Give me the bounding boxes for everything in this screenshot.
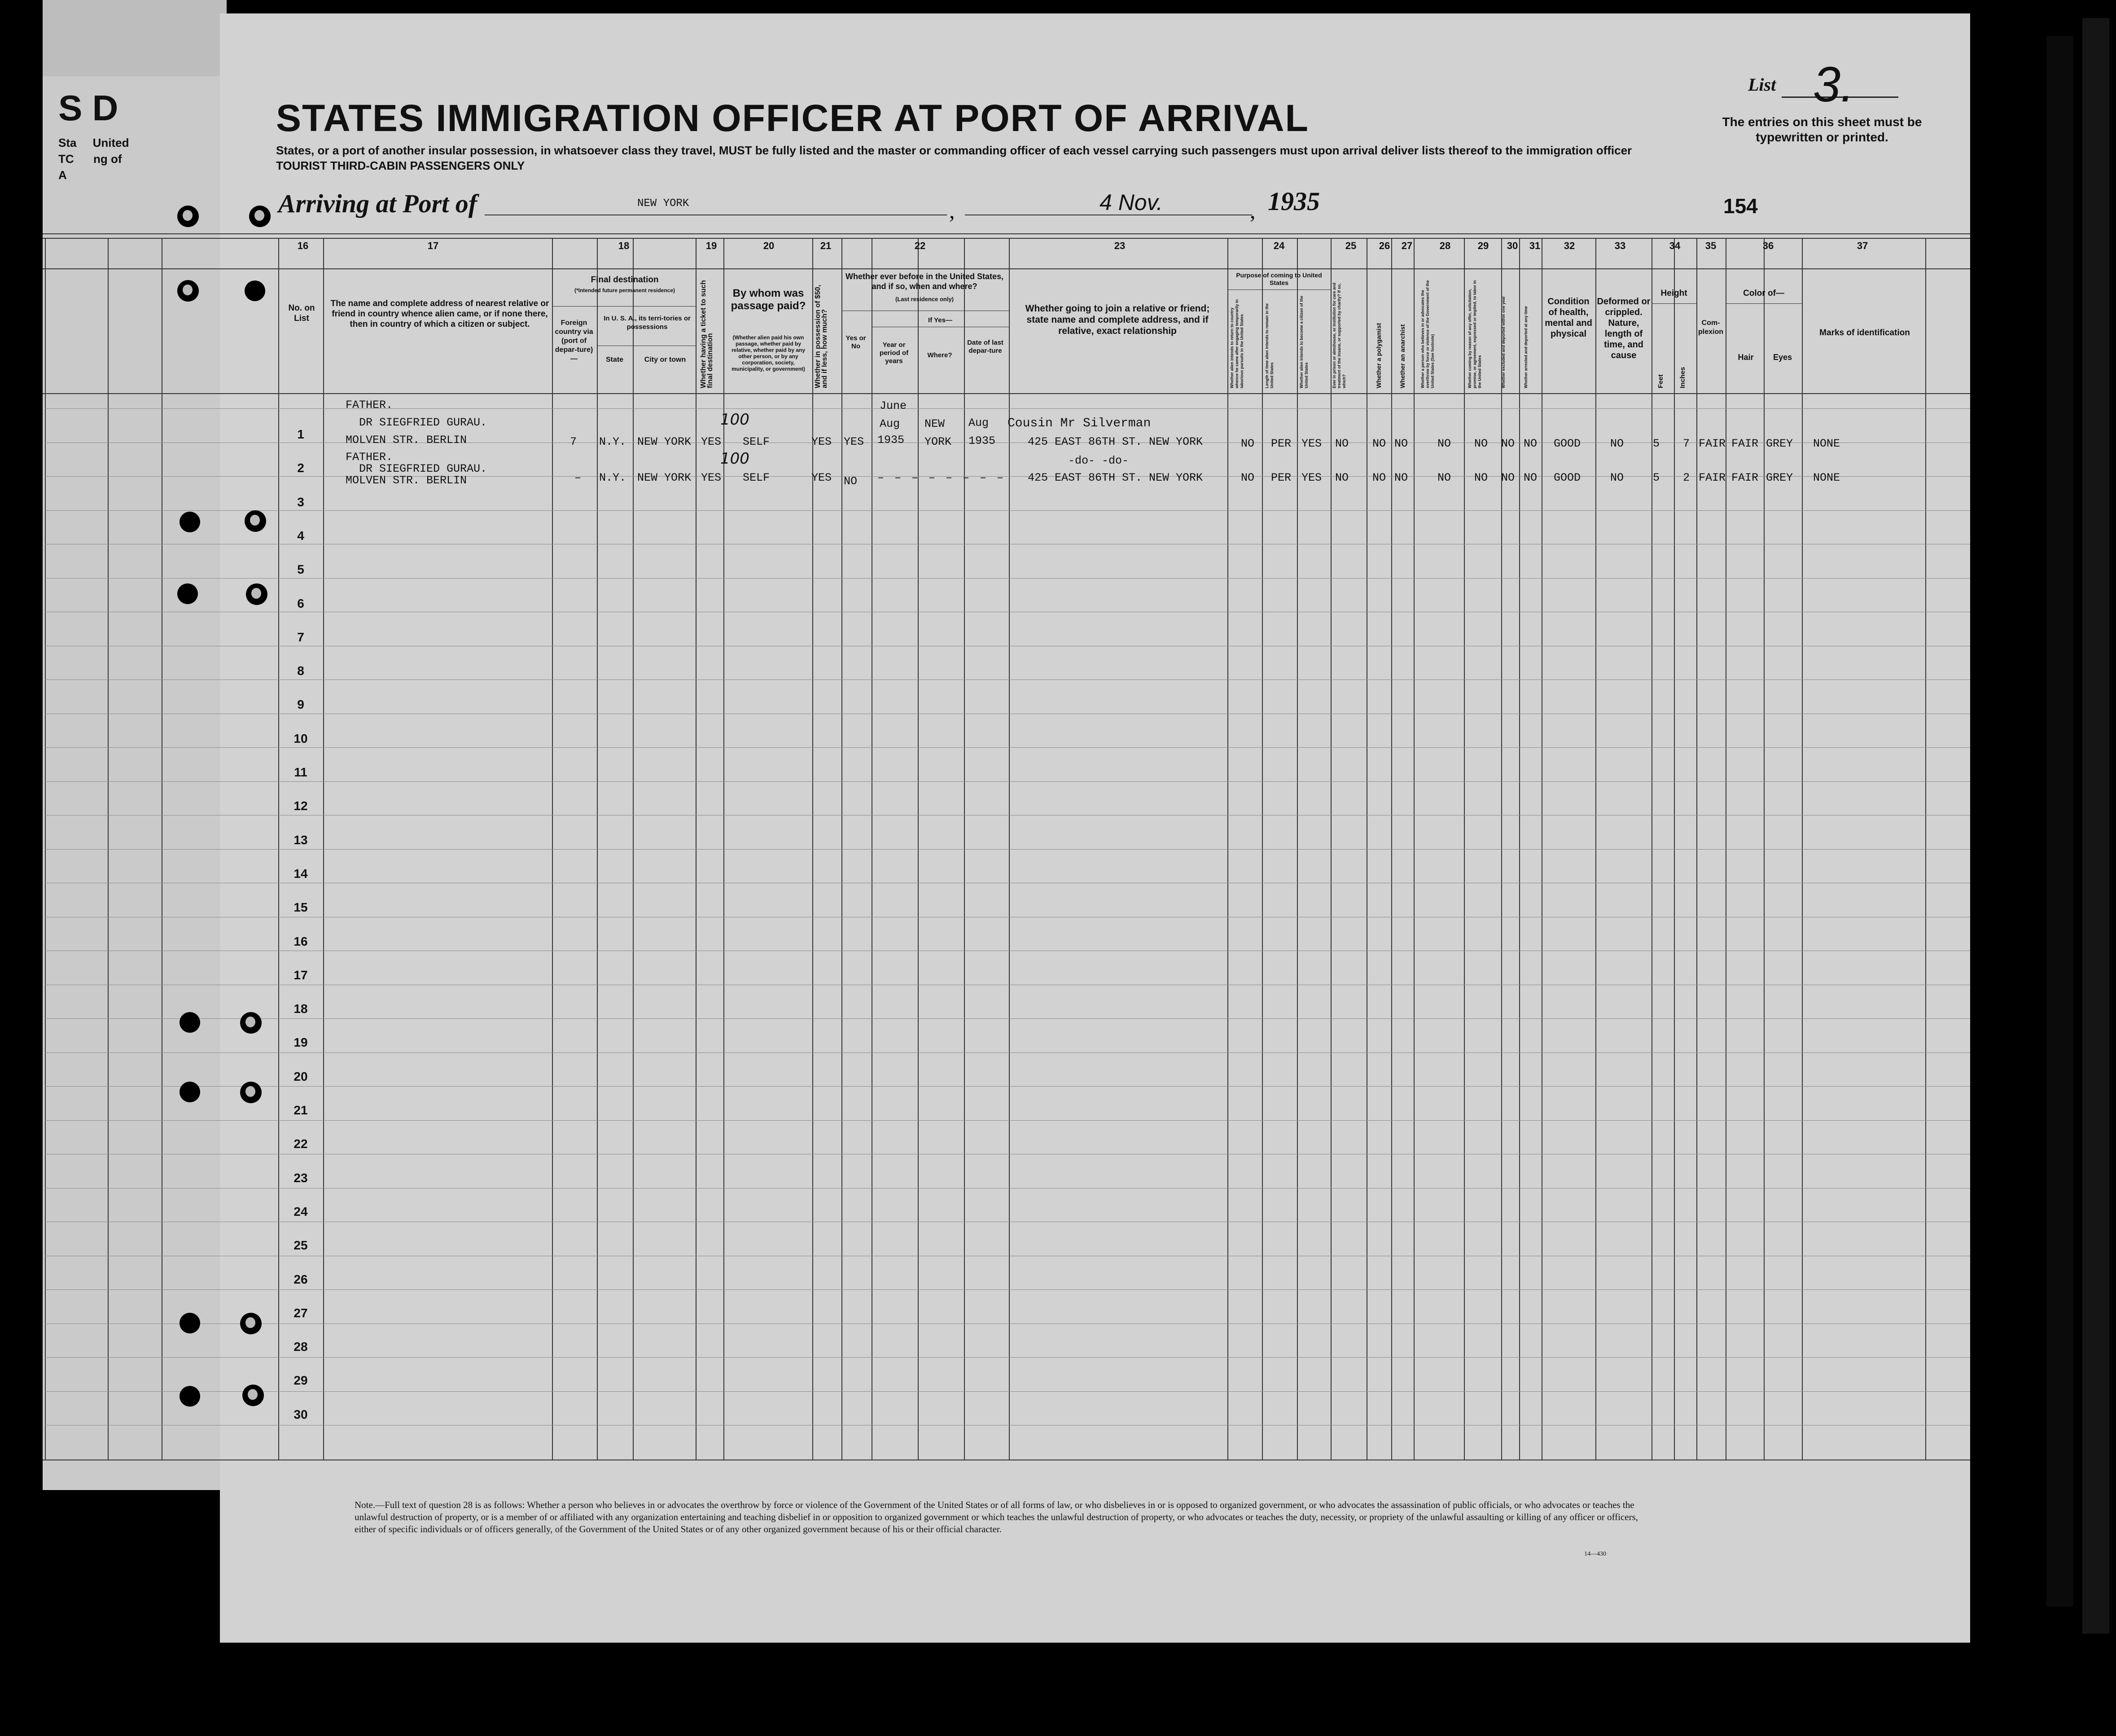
header-final-destination: Final destination: [591, 275, 659, 285]
header-no-on-list: No. on List: [288, 303, 315, 323]
column-number-17: 17: [427, 240, 439, 251]
row-line: [45, 578, 1970, 579]
column-line: [1297, 238, 1298, 1460]
column-line: [1696, 238, 1697, 1460]
header-prison: Ever in prison or almshouse, or institution for care and treatment of the insane, or supported by charity? If so, which?: [1332, 282, 1346, 388]
left-fragment-text: Sta United TC ng of A: [58, 136, 129, 182]
header-relative-address: The name and complete address of nearest relative or friend in country whence alien came, or if none there, then in country of which a citizen or subject.: [330, 299, 549, 329]
row-number: 4: [297, 529, 304, 543]
fifty-dollars: YES: [811, 471, 832, 484]
joining-relative: -do- -do-: [1068, 454, 1129, 467]
period-start: June: [880, 399, 907, 412]
column-line: [1262, 238, 1263, 1460]
eye-color: GREY: [1766, 437, 1793, 450]
ticket-note: 100: [720, 411, 749, 429]
punch-hole: [180, 512, 200, 532]
header-labor-offer: Whether coming by reason of any offer, solicitation, promise, or agreement, expressed or implied, to labor in the United States: [1468, 280, 1482, 388]
comma: ,: [949, 198, 955, 223]
ticket: YES: [701, 471, 722, 484]
list-label: List: [1748, 75, 1776, 95]
complexion: FAIR: [1699, 471, 1726, 484]
relative-name: DR SIEGFRIED GURAU.: [359, 416, 487, 429]
form-title: STATES IMMIGRATION OFFICER AT PORT OF ARRIVAL: [276, 97, 1309, 139]
row-line: [45, 408, 1970, 409]
entries-note: The entries on this sheet must be typewritten or printed.: [1722, 115, 1922, 144]
column-line: [1802, 238, 1803, 1460]
header-eyes: Eyes: [1773, 353, 1792, 362]
period-end: Aug: [880, 417, 900, 430]
relative-label: FATHER.: [346, 399, 393, 412]
footnote: Note.—Full text of question 28 is as follows: Whether a person who believes in or advocates the overthrow by force or violence of the Government of the United States or of all forms of law, or who disbelieves in or is opposed to organized government, or who advocates the assassination of public officials, or who advocates or teaches the unlawful destruction of property, or is a member of or affiliated with any organization entertaining and teaching disbelief in or opposition to organized government or which teaches the unlawful destruction of property, or who advocates or teaches the duty, necessity, or propriety of the unlawful assaulting or killing of any officer or officers, either of specific individuals or of officers generally, of the Government of the United States or of any other organized government because of his or their official character.: [355, 1499, 1638, 1534]
header-paid-by-sub: (Whether alien paid his own passage, whether paid by relative, whether paid by any other person, or by any corporation, society, municipality, or government): [731, 334, 806, 372]
column-number-22: 22: [914, 240, 926, 251]
punch-hole: [180, 1386, 200, 1407]
column-number-24: 24: [1273, 240, 1285, 251]
instructions-line: States, or a port of another insular possession, in whatsoever class they travel, MUST be fully listed and the master or commanding officer of each vessel carrying such passengers must upon arrival deliver lists thereof to the immigration officer: [276, 144, 1632, 157]
column-number-21: 21: [820, 240, 832, 251]
header-where: Where?: [927, 351, 952, 359]
where-line-1: NEW: [924, 417, 945, 430]
column-line: [633, 238, 634, 1460]
header-return-intent: Whether alien intends to return to country whence he came after engaging temporarily in laborious pursuits in the United States: [1230, 299, 1244, 388]
header-date-departure: Date of last depar-ture: [967, 339, 1003, 355]
height-inches: 2: [1683, 471, 1690, 484]
row-line: [45, 510, 1970, 511]
punch-hole: [177, 206, 199, 227]
row-line: [45, 1357, 1970, 1358]
row-number: 8: [297, 664, 304, 678]
city: NEW YORK: [637, 471, 692, 484]
row-number: 15: [294, 900, 308, 914]
header-paid-by: By whom was passage paid?: [731, 287, 806, 312]
header-health: Condition of health, mental and physical: [1545, 297, 1592, 339]
arrival-year: 1935: [1268, 187, 1320, 216]
comma: ,: [1250, 198, 1256, 223]
foreign-port: –: [574, 471, 582, 484]
header-polygamist: Whether a polygamist: [1375, 323, 1382, 388]
relative-label: FATHER.: [346, 451, 393, 464]
header-deported: Whether arrested and deported at any time: [1524, 306, 1528, 388]
column-number-20: 20: [763, 240, 775, 251]
header-citizen-intent: Whether alien intends to become a citizen of the United States: [1299, 295, 1309, 388]
column-line: [1391, 238, 1392, 1460]
health: GOOD: [1554, 471, 1581, 484]
complexion: FAIR: [1699, 437, 1726, 450]
column-number-28: 28: [1439, 240, 1451, 251]
row-number: 22: [294, 1137, 308, 1151]
column-line: [918, 238, 919, 1460]
row-number: 10: [294, 732, 308, 745]
row-line: [45, 781, 1970, 782]
column-number-33: 33: [1614, 240, 1626, 251]
row-line: [45, 1120, 1970, 1121]
excluded: NO: [1501, 437, 1515, 450]
arrival-date: 4 Nov.: [1100, 190, 1163, 215]
header-complexion: Com-plexion: [1698, 319, 1723, 336]
return-intent: NO: [1241, 437, 1255, 450]
column-number-31: 31: [1529, 240, 1541, 251]
column-line: [45, 238, 46, 1460]
column-line: [1925, 238, 1926, 1460]
punch-hole: [177, 280, 199, 302]
column-line: [323, 238, 324, 1460]
eye-color: GREY: [1766, 471, 1793, 484]
citizen-intent: YES: [1301, 437, 1322, 450]
relative-address: MOLVEN STR. BERLIN: [346, 474, 467, 487]
row-number: 24: [294, 1205, 308, 1219]
state: N.Y.: [599, 471, 626, 484]
before-in-us: YES: [844, 435, 864, 448]
return-intent: NO: [1241, 471, 1255, 484]
column-number-25: 25: [1345, 240, 1357, 251]
header-length-stay: Length of time alien intends to remain in the United States: [1265, 303, 1274, 388]
header-inches: Inches: [1679, 367, 1687, 388]
column-line: [1595, 238, 1596, 1460]
row-number: 20: [294, 1070, 308, 1083]
column-line: [1764, 238, 1765, 1460]
anarchist: NO: [1394, 471, 1408, 484]
column-line: [812, 238, 813, 1460]
column-number-26: 26: [1379, 240, 1390, 251]
form-instructions: [276, 143, 1712, 173]
hair-color: FAIR: [1731, 437, 1759, 450]
overthrow: NO: [1437, 471, 1451, 484]
punch-hole: [246, 583, 267, 605]
row-line: [45, 1391, 1970, 1392]
header-final-destination-sub: (*Intended future permanent residence): [574, 287, 675, 294]
row-number: 18: [294, 1002, 308, 1016]
header-before-in-us: Whether ever before in the United States, and if so, when and where?: [845, 272, 1004, 291]
header-if-yes: If Yes—: [928, 316, 952, 324]
period-year: 1935: [877, 434, 905, 447]
column-number-19: 19: [705, 240, 717, 251]
punch-hole: [240, 1313, 262, 1334]
joining-relative: Cousin Mr Silverman: [1008, 416, 1151, 430]
fifty-dollars: YES: [811, 435, 832, 448]
header-ticket: Whether having a ticket to such final destination: [700, 280, 714, 388]
row-line: [45, 1018, 1970, 1019]
length-stay: PER: [1271, 471, 1292, 484]
header-color: Color of—: [1743, 289, 1784, 298]
header-yes-no: Yes or No: [846, 334, 866, 350]
header-foreign-country: Foreign country via (port of depar-ture)—: [555, 319, 593, 363]
header-bottom-border: [43, 393, 1970, 394]
header-deformed: Deformed or crippled. Nature, length of time, and cause: [1597, 297, 1651, 360]
column-line: [1414, 238, 1415, 1460]
health: GOOD: [1554, 437, 1581, 450]
row-number: 2: [297, 461, 304, 475]
labor-offer: NO: [1474, 471, 1488, 484]
row-number: 14: [294, 867, 308, 881]
punch-hole: [249, 206, 271, 227]
right-border-strip: [2046, 36, 2073, 1607]
row-line: [45, 476, 1970, 477]
column-line: [108, 238, 109, 1460]
column-line: [597, 238, 598, 1460]
row-number: 13: [294, 833, 308, 847]
row-number: 6: [297, 596, 304, 610]
header-city: City or town: [644, 356, 686, 364]
citizen-intent: YES: [1301, 471, 1322, 484]
excluded: NO: [1501, 471, 1515, 484]
header-excluded: Whether excluded and deported within one year: [1501, 296, 1506, 388]
ticket: YES: [701, 435, 722, 448]
header-sub-divider: [1227, 289, 1331, 290]
punch-hole: [180, 1313, 200, 1333]
row-line: [45, 1289, 1970, 1290]
page-number: 154: [1723, 194, 1758, 218]
row-number: 11: [294, 765, 307, 779]
departure-year: 1935: [968, 434, 996, 447]
table-top-border: [43, 233, 1970, 234]
header-sub-divider: [552, 306, 697, 307]
height-feet: 5: [1653, 437, 1660, 450]
polygamist: NO: [1372, 437, 1386, 450]
header-years: Year or period of years: [879, 341, 909, 365]
header-sub-divider: [1726, 303, 1802, 304]
punch-hole: [242, 1385, 264, 1406]
hair-color: FAIR: [1731, 471, 1759, 484]
header-marks: Marks of identification: [1819, 328, 1910, 338]
left-fragment-title: S D: [58, 88, 118, 128]
punch-hole: [245, 510, 266, 532]
where-line-2: YORK: [924, 435, 952, 448]
header-state: State: [605, 356, 624, 364]
column-number-32: 32: [1564, 240, 1575, 251]
polygamist: NO: [1372, 471, 1386, 484]
punch-hole: [240, 1012, 262, 1034]
row-number: 25: [294, 1238, 308, 1252]
arriving-label: Arriving at Port of: [278, 189, 478, 218]
deported: NO: [1524, 437, 1538, 450]
state: N.Y.: [599, 435, 626, 448]
punch-hole: [245, 281, 265, 301]
relative-address: MOLVEN STR. BERLIN: [346, 434, 467, 447]
column-number-29: 29: [1477, 240, 1489, 251]
foreign-port: 7: [570, 435, 577, 448]
header-height: Height: [1660, 289, 1687, 298]
column-number-27: 27: [1401, 240, 1413, 251]
list-number: 3.: [1813, 57, 1854, 112]
length-stay: PER: [1271, 437, 1292, 450]
row-line: [45, 849, 1970, 850]
row-number: 21: [294, 1103, 308, 1117]
overthrow: NO: [1437, 437, 1451, 450]
column-line: [1227, 238, 1228, 1460]
row-number: 19: [294, 1035, 308, 1049]
row-number: 5: [297, 562, 304, 576]
row-number: 29: [294, 1373, 308, 1387]
arrival-port: NEW YORK: [637, 197, 689, 210]
row-number: 16: [294, 934, 308, 948]
column-number-37: 37: [1857, 240, 1868, 251]
right-border-strip: [2082, 18, 2109, 1634]
column-line: [552, 238, 553, 1460]
row-number: 17: [294, 968, 308, 982]
header-feet: Feet: [1657, 374, 1665, 388]
header-last-residence: (Last residence only): [895, 296, 954, 302]
row-number: 30: [294, 1407, 308, 1421]
labor-offer: NO: [1474, 437, 1488, 450]
joining-address: 425 EAST 86TH ST. NEW YORK: [1028, 435, 1203, 448]
punch-hole: [180, 1012, 200, 1033]
row-line: [45, 1086, 1970, 1087]
column-line: [1464, 238, 1465, 1460]
row-number: 3: [297, 495, 304, 509]
joining-address: 425 EAST 86TH ST. NEW YORK: [1028, 471, 1203, 484]
row-number: 1: [297, 427, 304, 441]
column-line: [1501, 238, 1502, 1460]
column-line: [841, 238, 842, 1460]
manifest-sheet: [220, 13, 1970, 1643]
header-overthrow: Whether a person who believes in or advocates the overthrow by force or violence of the Government of the United States (See footnote): [1420, 280, 1435, 388]
paid-by: SELF: [743, 471, 770, 484]
row-line: [45, 1052, 1970, 1053]
column-number-16: 16: [297, 240, 309, 251]
row-number: 7: [297, 630, 304, 644]
header-in-usa: In U. S. A., its terri-tories or possessions: [604, 315, 691, 331]
identification-marks: NONE: [1813, 437, 1840, 450]
deported: NO: [1524, 471, 1538, 484]
column-line: [1674, 238, 1675, 1460]
row-number: 9: [297, 697, 304, 711]
relative-name: DR SIEGFRIED GURAU.: [359, 462, 487, 475]
column-number-36: 36: [1762, 240, 1774, 251]
prison: NO: [1335, 437, 1349, 450]
period-dash: – – – – – – – –: [877, 471, 1006, 484]
row-number: 28: [294, 1340, 308, 1354]
column-line: [1331, 238, 1332, 1460]
row-number: 23: [294, 1171, 308, 1185]
deformed: NO: [1610, 471, 1624, 484]
deformed: NO: [1610, 437, 1624, 450]
city: NEW YORK: [637, 435, 692, 448]
header-divider: [43, 268, 1970, 269]
row-number: 26: [294, 1272, 308, 1286]
column-number-35: 35: [1705, 240, 1717, 251]
identification-marks: NONE: [1813, 471, 1840, 484]
header-fifty-dollars: Whether in possession of $50, and if less, how much?: [814, 285, 828, 388]
departure-month: Aug: [968, 416, 989, 430]
form-number: 14—430: [1584, 1551, 1606, 1557]
row-line: [45, 747, 1970, 748]
row-line: [45, 679, 1970, 680]
passenger-class-line: TOURIST THIRD-CABIN PASSENGERS ONLY: [276, 159, 525, 172]
column-line: [964, 238, 965, 1460]
column-number-30: 30: [1507, 240, 1518, 251]
header-anarchist: Whether an anarchist: [1399, 324, 1406, 388]
row-number: 27: [294, 1306, 308, 1320]
column-number-23: 23: [1114, 240, 1126, 251]
header-joining-relative: Whether going to join a relative or friend; state name and complete address, and if relative, exact relationship: [1025, 303, 1210, 336]
column-line: [696, 238, 697, 1460]
column-number-34: 34: [1669, 240, 1681, 251]
ticket-note: 100: [720, 450, 749, 468]
table-top-border: [43, 238, 1970, 239]
header-purpose: Purpose of coming to United States: [1236, 272, 1322, 286]
anarchist: NO: [1394, 437, 1408, 450]
height-inches: 7: [1683, 437, 1690, 450]
punch-hole: [177, 583, 198, 604]
header-sub-divider: [1652, 303, 1696, 304]
paid-by: SELF: [743, 435, 770, 448]
header-hair: Hair: [1738, 353, 1754, 362]
row-number: 12: [294, 799, 308, 813]
column-number-18: 18: [618, 240, 630, 251]
punch-hole: [180, 1082, 200, 1102]
prison: NO: [1335, 471, 1349, 484]
column-line: [1519, 238, 1520, 1460]
before-in-us: NO: [844, 475, 858, 488]
punch-hole: [240, 1082, 262, 1103]
height-feet: 5: [1653, 471, 1660, 484]
